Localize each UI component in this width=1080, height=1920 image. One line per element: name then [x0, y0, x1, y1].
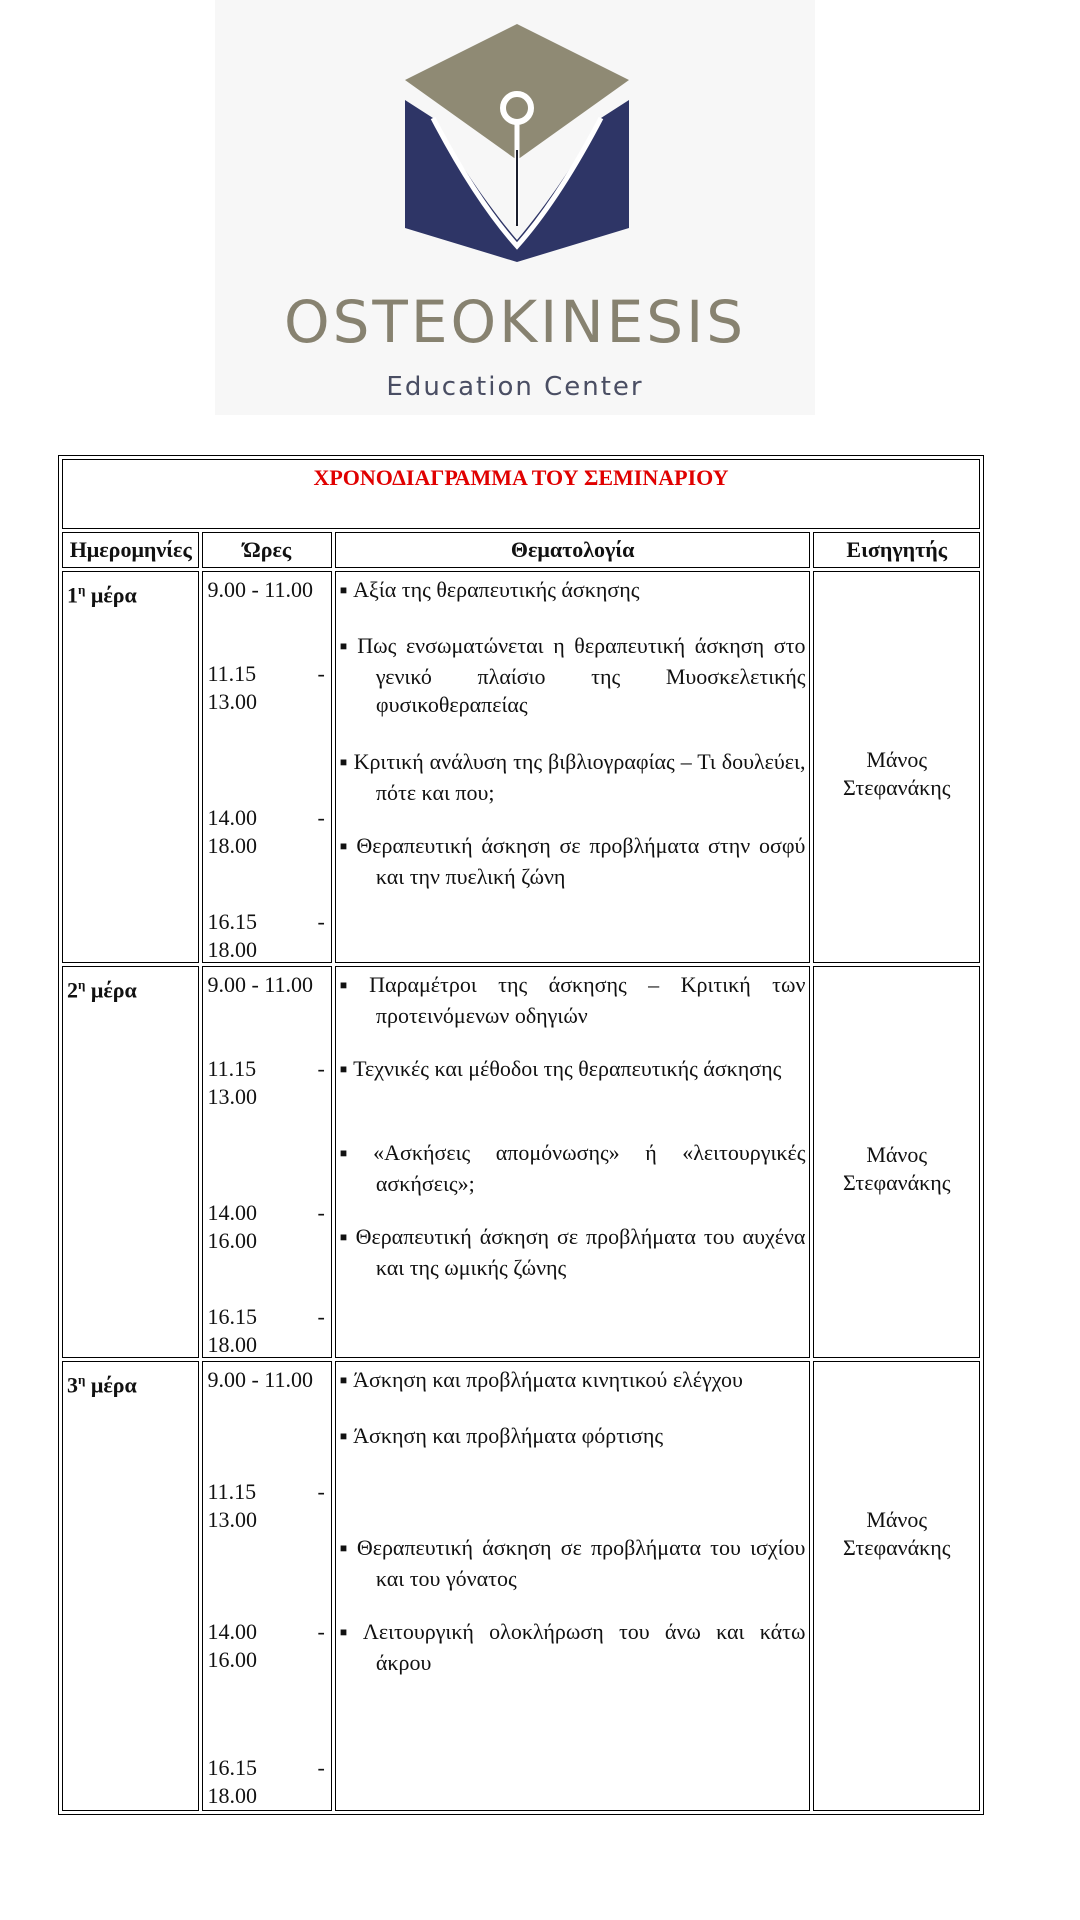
- header-lecturer: Εισηγητής: [813, 532, 980, 568]
- lecturer-cell: [813, 571, 980, 963]
- time-slot: 11.15 - 13.00: [207, 1479, 325, 1532]
- time-cell: [202, 571, 331, 963]
- table-row: [62, 966, 980, 1358]
- lecturer-name: Μάνος Στεφανάκης: [842, 1507, 951, 1560]
- lecturer-name: Μάνος Στεφανάκης: [842, 1142, 951, 1195]
- lecturer-name: Μάνος Στεφανάκης: [842, 747, 951, 800]
- table-row: [62, 1361, 980, 1811]
- logo-subtitle-text: Education Center: [386, 372, 644, 402]
- time-slot: 16.15 - 18.00: [207, 1304, 325, 1357]
- topic-item: ■ Θεραπευτική άσκηση σε προβλήματα του ισχίου και του γόνατος: [339, 1535, 806, 1591]
- topics-cell: [335, 1361, 811, 1811]
- topic-item: ■ «Ασκήσεις απομόνωσης» ή «λειτουργικές ασκήσεις»;: [339, 1140, 806, 1196]
- topic-item: ■ Θεραπευτική άσκηση σε προβλήματα του αυχένα και της ωμικής ζώνης: [339, 1224, 806, 1280]
- logo: [215, 0, 815, 415]
- topics-cell: [335, 571, 811, 963]
- table-row: [62, 571, 980, 963]
- osteokinesis-logo-icon: [215, 0, 815, 280]
- time-slot: 14.00 - 16.00: [207, 1200, 325, 1253]
- topics-cell: [335, 966, 811, 1358]
- time-slot: 11.15 - 13.00: [207, 661, 325, 714]
- topic-item: ■ Κριτική ανάλυση της βιβλιογραφίας – Τι δουλεύει, πότε και που;: [339, 749, 806, 805]
- time-slot: 9.00 - 11.00: [207, 1367, 313, 1392]
- time-slot: 11.15 - 13.00: [207, 1056, 325, 1109]
- logo-brand-text: OSTEOKINESIS: [283, 288, 747, 356]
- topic-item: ■ Πως ενσωματώνεται η θεραπευτική άσκηση στο γενικό πλαίσιο της Μυοσκελετικής φυσικοθεραπείας: [339, 633, 806, 717]
- header-topics: Θεματολογία: [335, 532, 811, 568]
- topic-item: ■ Θεραπευτική άσκηση σε προβλήματα στην οσφύ και την πυελική ζώνη: [339, 833, 806, 889]
- time-slot: 9.00 - 11.00: [207, 577, 313, 602]
- seminar-schedule-table: [58, 455, 984, 1815]
- topic-item: ■ Άσκηση και προβλήματα φόρτισης: [339, 1423, 664, 1448]
- day-label: $3^\eta$ μέρα: [67, 1372, 137, 1398]
- time-slot: 9.00 - 11.00: [207, 972, 313, 997]
- time-cell: [202, 1361, 331, 1811]
- topic-item: ■ Παραμέτροι της άσκησης – Κριτική των προτεινόμενων οδηγιών: [339, 972, 806, 1028]
- time-slot: 14.00 - 18.00: [207, 805, 325, 858]
- day-cell: [62, 571, 199, 963]
- day-cell: [62, 1361, 199, 1811]
- lecturer-cell: [813, 1361, 980, 1811]
- topic-item: ■ Αξία της θεραπευτικής άσκησης: [339, 577, 640, 602]
- table-title: ΧΡΟΝΟΔΙΑΓΡΑΜΜΑ ΤΟΥ ΣΕΜΙΝΑΡΙΟΥ: [62, 459, 980, 529]
- day-label: $2^\eta$ μέρα: [67, 977, 137, 1003]
- time-slot: 16.15 - 18.00: [207, 1755, 325, 1808]
- table-header-row: [62, 532, 980, 568]
- topic-item: ■ Τεχνικές και μέθοδοι της θεραπευτικής άσκησης: [339, 1056, 782, 1081]
- time-slot: 16.15 - 18.00: [207, 909, 325, 962]
- day-label: $1^\eta$ μέρα: [67, 582, 137, 608]
- time-cell: [202, 966, 331, 1358]
- topic-item: ■ Άσκηση και προβλήματα κινητικού ελέγχου: [339, 1367, 743, 1392]
- header-hours: Ώρες: [202, 532, 331, 568]
- header-dates: Ημερομηνίες: [62, 532, 199, 568]
- topic-item: ■ Λειτουργική ολοκλήρωση του άνω και κάτω άκρου: [339, 1619, 806, 1675]
- day-cell: [62, 966, 199, 1358]
- lecturer-cell: [813, 966, 980, 1358]
- time-slot: 14.00 - 16.00: [207, 1619, 325, 1672]
